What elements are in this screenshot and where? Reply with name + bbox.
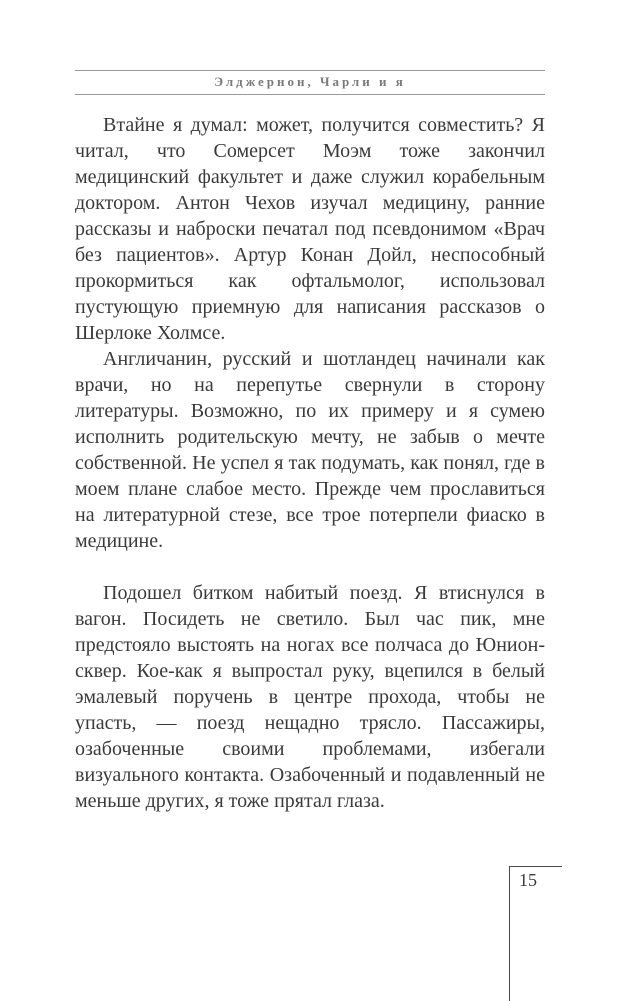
running-head-title: Элджернон, Чарли и я	[214, 74, 406, 89]
folio-rule-vertical	[509, 866, 510, 1001]
running-head	[75, 70, 545, 95]
folio-rule-horizontal	[509, 866, 562, 867]
page-number-block	[509, 866, 562, 1001]
paragraph-1: Втайне я думал: может, получится совместить? Я читал, что Сомерсет Моэм тоже закончил медицинский факультет и даже служил корабельным доктором. Антон Чехов изучал медицину, ранние рассказы и наброски печатал под псевдонимом «Врач без пациентов». Артур Конан Дойл, неспособный прокормиться как офтальмолог, использовал пустующую приемную для написания рассказов о Шерлоке Холмсе.	[75, 114, 545, 344]
header-rule-bottom	[75, 94, 545, 95]
body-text	[75, 112, 545, 814]
paragraph-3: Подошел битком набитый поезд. Я втиснулся в вагон. Посидеть не светило. Был час пик, мне предстояло выстоять на ногах все полчаса до Юнион-сквер. Кое-как я выпростал руку, вцепился в белый эмалевый поручень в центре прохода, чтобы не упасть, — поезд нещадно трясло. Пассажиры, озабоченные своими проблемами, избегали визуального контакта. Озабоченный и подавленный не меньше других, я тоже прятал глаза.	[75, 582, 545, 812]
paragraph-2: Англичанин, русский и шотландец начинали как врачи, но на перепутье свернули в сторону литературы. Возможно, по их примеру и я сумею исполнить родительскую мечту, не забыв о мечте собственной. Не успел я так подумать, как понял, где в моем плане слабое место. Прежде чем прославиться на литературной стезе, все трое потерпели фиаско в медицине.	[75, 348, 545, 552]
page-number: 15	[519, 870, 537, 890]
